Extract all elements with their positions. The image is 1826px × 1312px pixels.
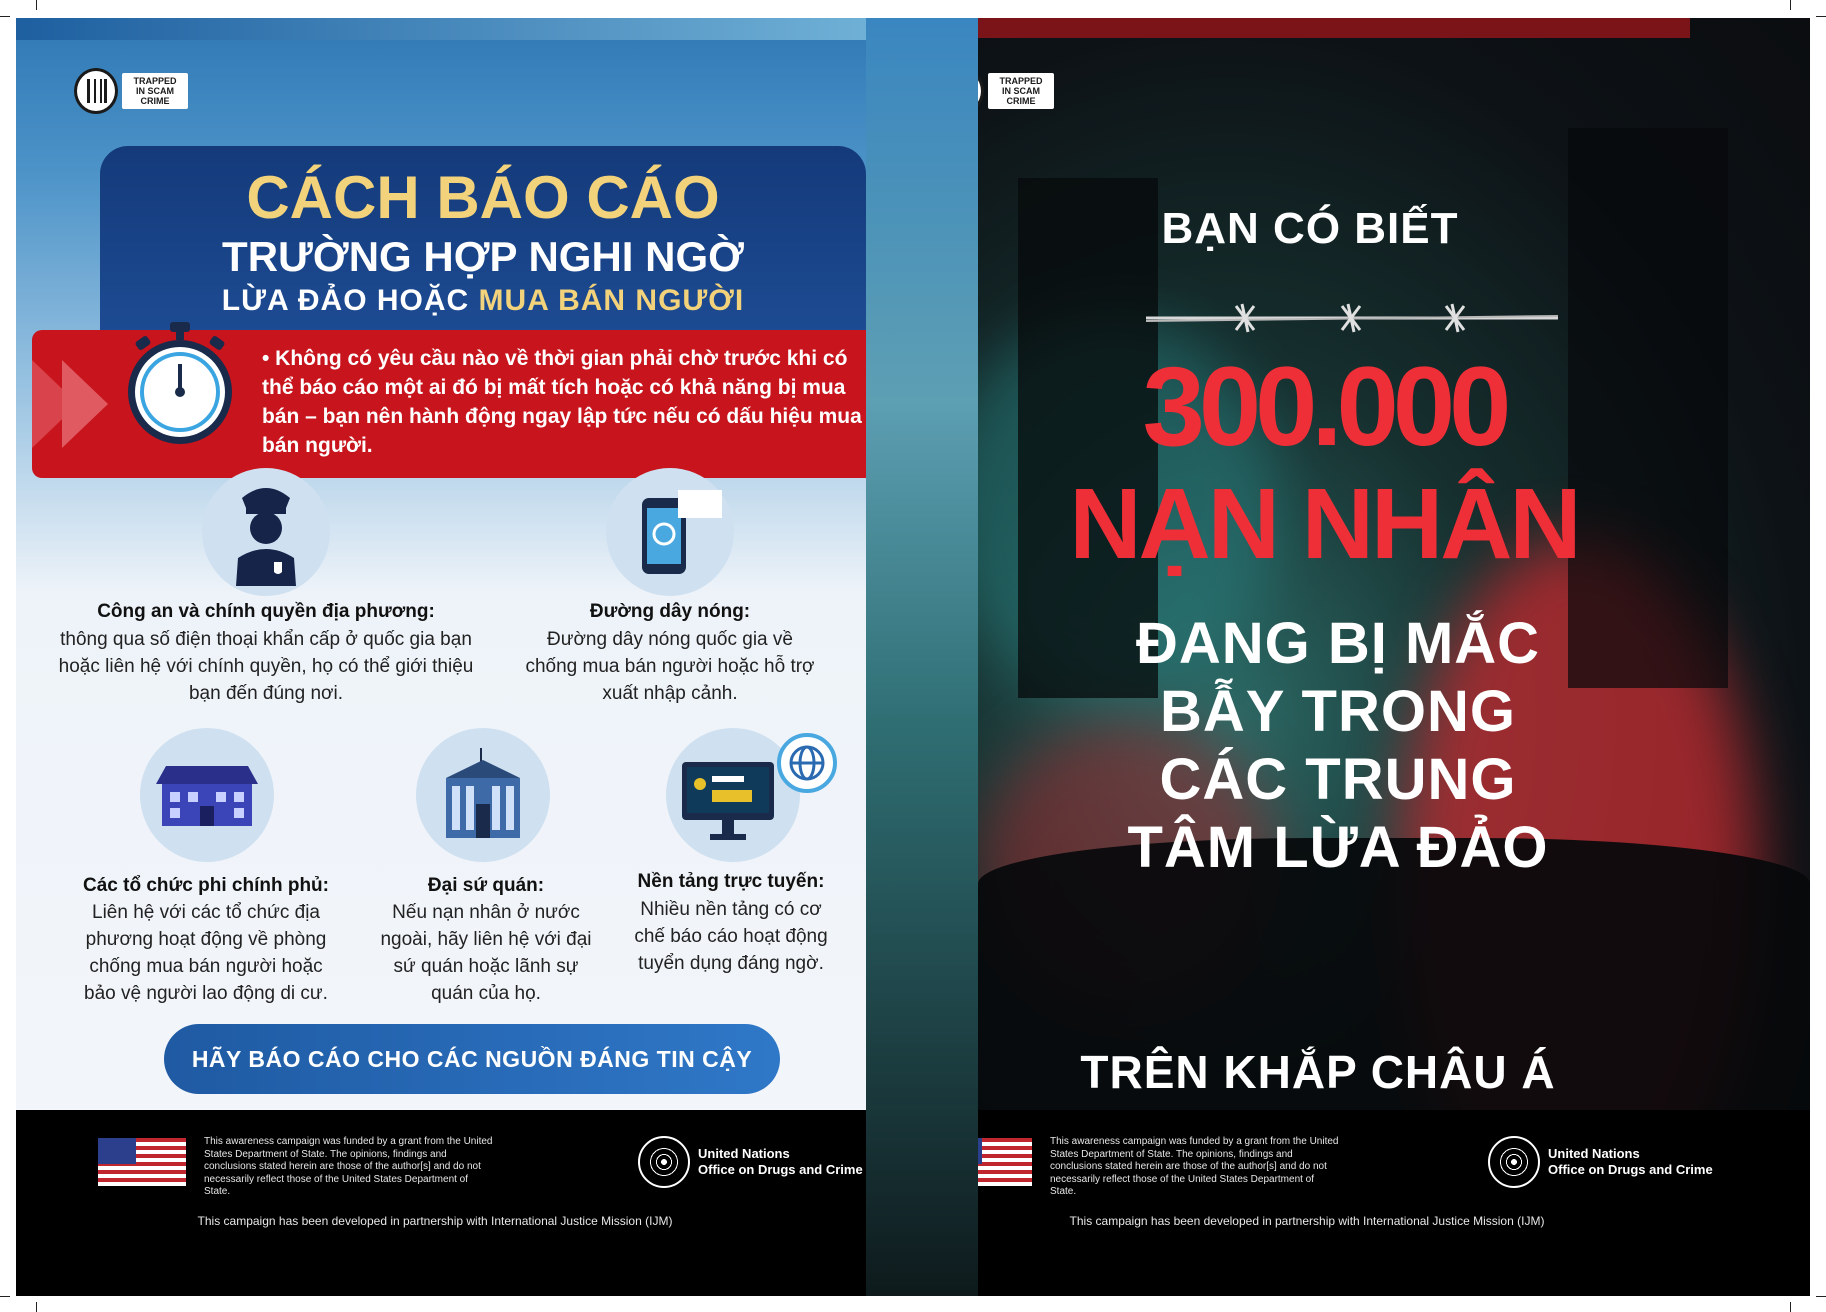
item-desc-online: Nhiều nền tảng có cơ chế báo cáo hoạt động tuyển dụng đáng ngờ.: [634, 899, 828, 974]
phone-call-icon: [640, 490, 724, 576]
item-title-police: Công an và chính quyền địa phương:: [97, 601, 435, 622]
top-strip: [978, 18, 1690, 38]
across-asia: TRÊN KHẮP CHÂU Á: [1080, 1046, 1556, 1098]
logo: [74, 68, 188, 114]
footer: [16, 1110, 866, 1296]
item-title-embassy: Đại sứ quán:: [427, 875, 545, 896]
crop-mark: [36, 1302, 37, 1312]
un-line2: Office on Drugs and Crime: [698, 1162, 863, 1177]
item-desc-police: thông qua số điện thoại khẩn cấp ở quốc gia bạn hoặc liên hệ với chính quyền, họ có thể giới thiệu bạn đến đúng nơi.: [58, 629, 474, 704]
crop-mark: [1790, 0, 1791, 10]
subtitle-part: LỪA ĐẢO HOẶC: [221, 284, 479, 317]
title-card: [100, 146, 866, 336]
partnership-note: This campaign has been developed in partnership with International Justice Mission (IJM): [1069, 1214, 1545, 1228]
jail-headset-icon: [74, 68, 118, 114]
victim-count: 300.000: [1142, 344, 1506, 469]
unodc-text: [698, 1146, 863, 1178]
trapped-statement: ĐANG BỊ MẮC BẪY TRONG CÁC TRUNG TÂM LỪA ĐẢO: [1127, 611, 1549, 880]
item-desc-embassy: Nếu nạn nhân ở nước ngoài, hãy liên hệ với đại sứ quán hoặc lãnh sự quán của họ.: [380, 902, 592, 1004]
globe-icon: [776, 732, 838, 794]
item-title-online: Nền tảng trực tuyến:: [637, 871, 825, 892]
item-desc-ngo: Liên hệ với các tổ chức địa phương hoạt động về phòng chống mua bán người hoặc bảo vệ người lao động di cư.: [84, 902, 328, 1004]
right-panel: [978, 18, 1810, 1296]
subtitle-highlight: MUA BÁN NGƯỜI: [478, 284, 745, 317]
chevron-icon: [62, 360, 108, 448]
item-title-ngo: Các tổ chức phi chính phủ:: [83, 875, 329, 896]
stopwatch-icon: [122, 320, 238, 450]
us-flag-icon: [978, 1138, 1032, 1186]
un-line1: United Nations: [1548, 1146, 1640, 1161]
partnership-note: This campaign has been developed in partnership with International Justice Mission (IJM): [197, 1214, 673, 1228]
un-emblem-icon: [638, 1136, 690, 1188]
crop-mark: [0, 1296, 10, 1297]
logo: [978, 68, 1054, 114]
did-you-know-heading: BẠN CÓ BIẾT: [1161, 204, 1459, 253]
crop-mark: [1790, 1302, 1791, 1312]
un-line2: Office on Drugs and Crime: [1548, 1162, 1713, 1177]
unodc-logo: [1488, 1136, 1713, 1188]
item-title-hotline: Đường dây nóng:: [589, 601, 751, 622]
notice-text: • Không có yêu cầu nào về thời gian phải chờ trước khi có thể báo cáo một ai đó bị mất tích hoặc có khả năng bị mua bán – bạn nên hành động ngay lập tức nếu có dấu hiệu mua bán người.: [262, 347, 862, 457]
ngo-building-icon: [156, 762, 258, 826]
us-flag-icon: [98, 1138, 186, 1186]
police-officer-icon: [232, 478, 300, 586]
notice-box: [32, 330, 866, 478]
page-subtitle: TRƯỜNG HỢP NGHI NGỜ: [222, 233, 744, 280]
un-emblem-icon: [1488, 1136, 1540, 1188]
jail-headset-icon: [978, 68, 984, 114]
funding-note: This awareness campaign was funded by a grant from the United States Department of State. The opinions, findings and conclusions stated herein are those of the author[s] and do not necessarily reflect those of the United States Department of State.: [204, 1136, 493, 1197]
crop-mark: [0, 16, 10, 17]
crop-mark: [1816, 1296, 1826, 1297]
unodc-logo: [638, 1136, 863, 1188]
victims-label: NẠN NHÂN: [1069, 468, 1579, 580]
report-button[interactable]: HÃY BÁO CÁO CHO CÁC NGUỒN ĐÁNG TIN CẬY: [164, 1024, 780, 1094]
funding-note: This awareness campaign was funded by a grant from the United States Department of State. The opinions, findings and conclusions stated herein are those of the author[s] and do not necessarily reflect those of the United States Department of State.: [1050, 1136, 1339, 1197]
page-subtitle-2: [100, 284, 866, 318]
top-strip: [16, 18, 866, 40]
page-title: CÁCH BÁO CÁO: [246, 164, 720, 231]
crop-mark: [1816, 16, 1826, 17]
barbed-wire-divider: [1146, 298, 1558, 338]
footer: [978, 1110, 1810, 1296]
left-panel: [16, 18, 866, 1296]
crop-mark: [36, 0, 37, 10]
logo-text: TRAPPED IN SCAM CRIME: [988, 73, 1054, 109]
logo-text: TRAPPED IN SCAM CRIME: [122, 73, 188, 109]
computer-report-icon: [682, 762, 774, 842]
item-desc-hotline: Đường dây nóng quốc gia về chống mua bán người hoặc hỗ trợ xuất nhập cảnh.: [525, 629, 815, 704]
panel-gutter: [866, 18, 978, 1296]
un-line1: United Nations: [698, 1146, 790, 1161]
unodc-text: [1548, 1146, 1713, 1178]
embassy-icon: [440, 748, 526, 838]
